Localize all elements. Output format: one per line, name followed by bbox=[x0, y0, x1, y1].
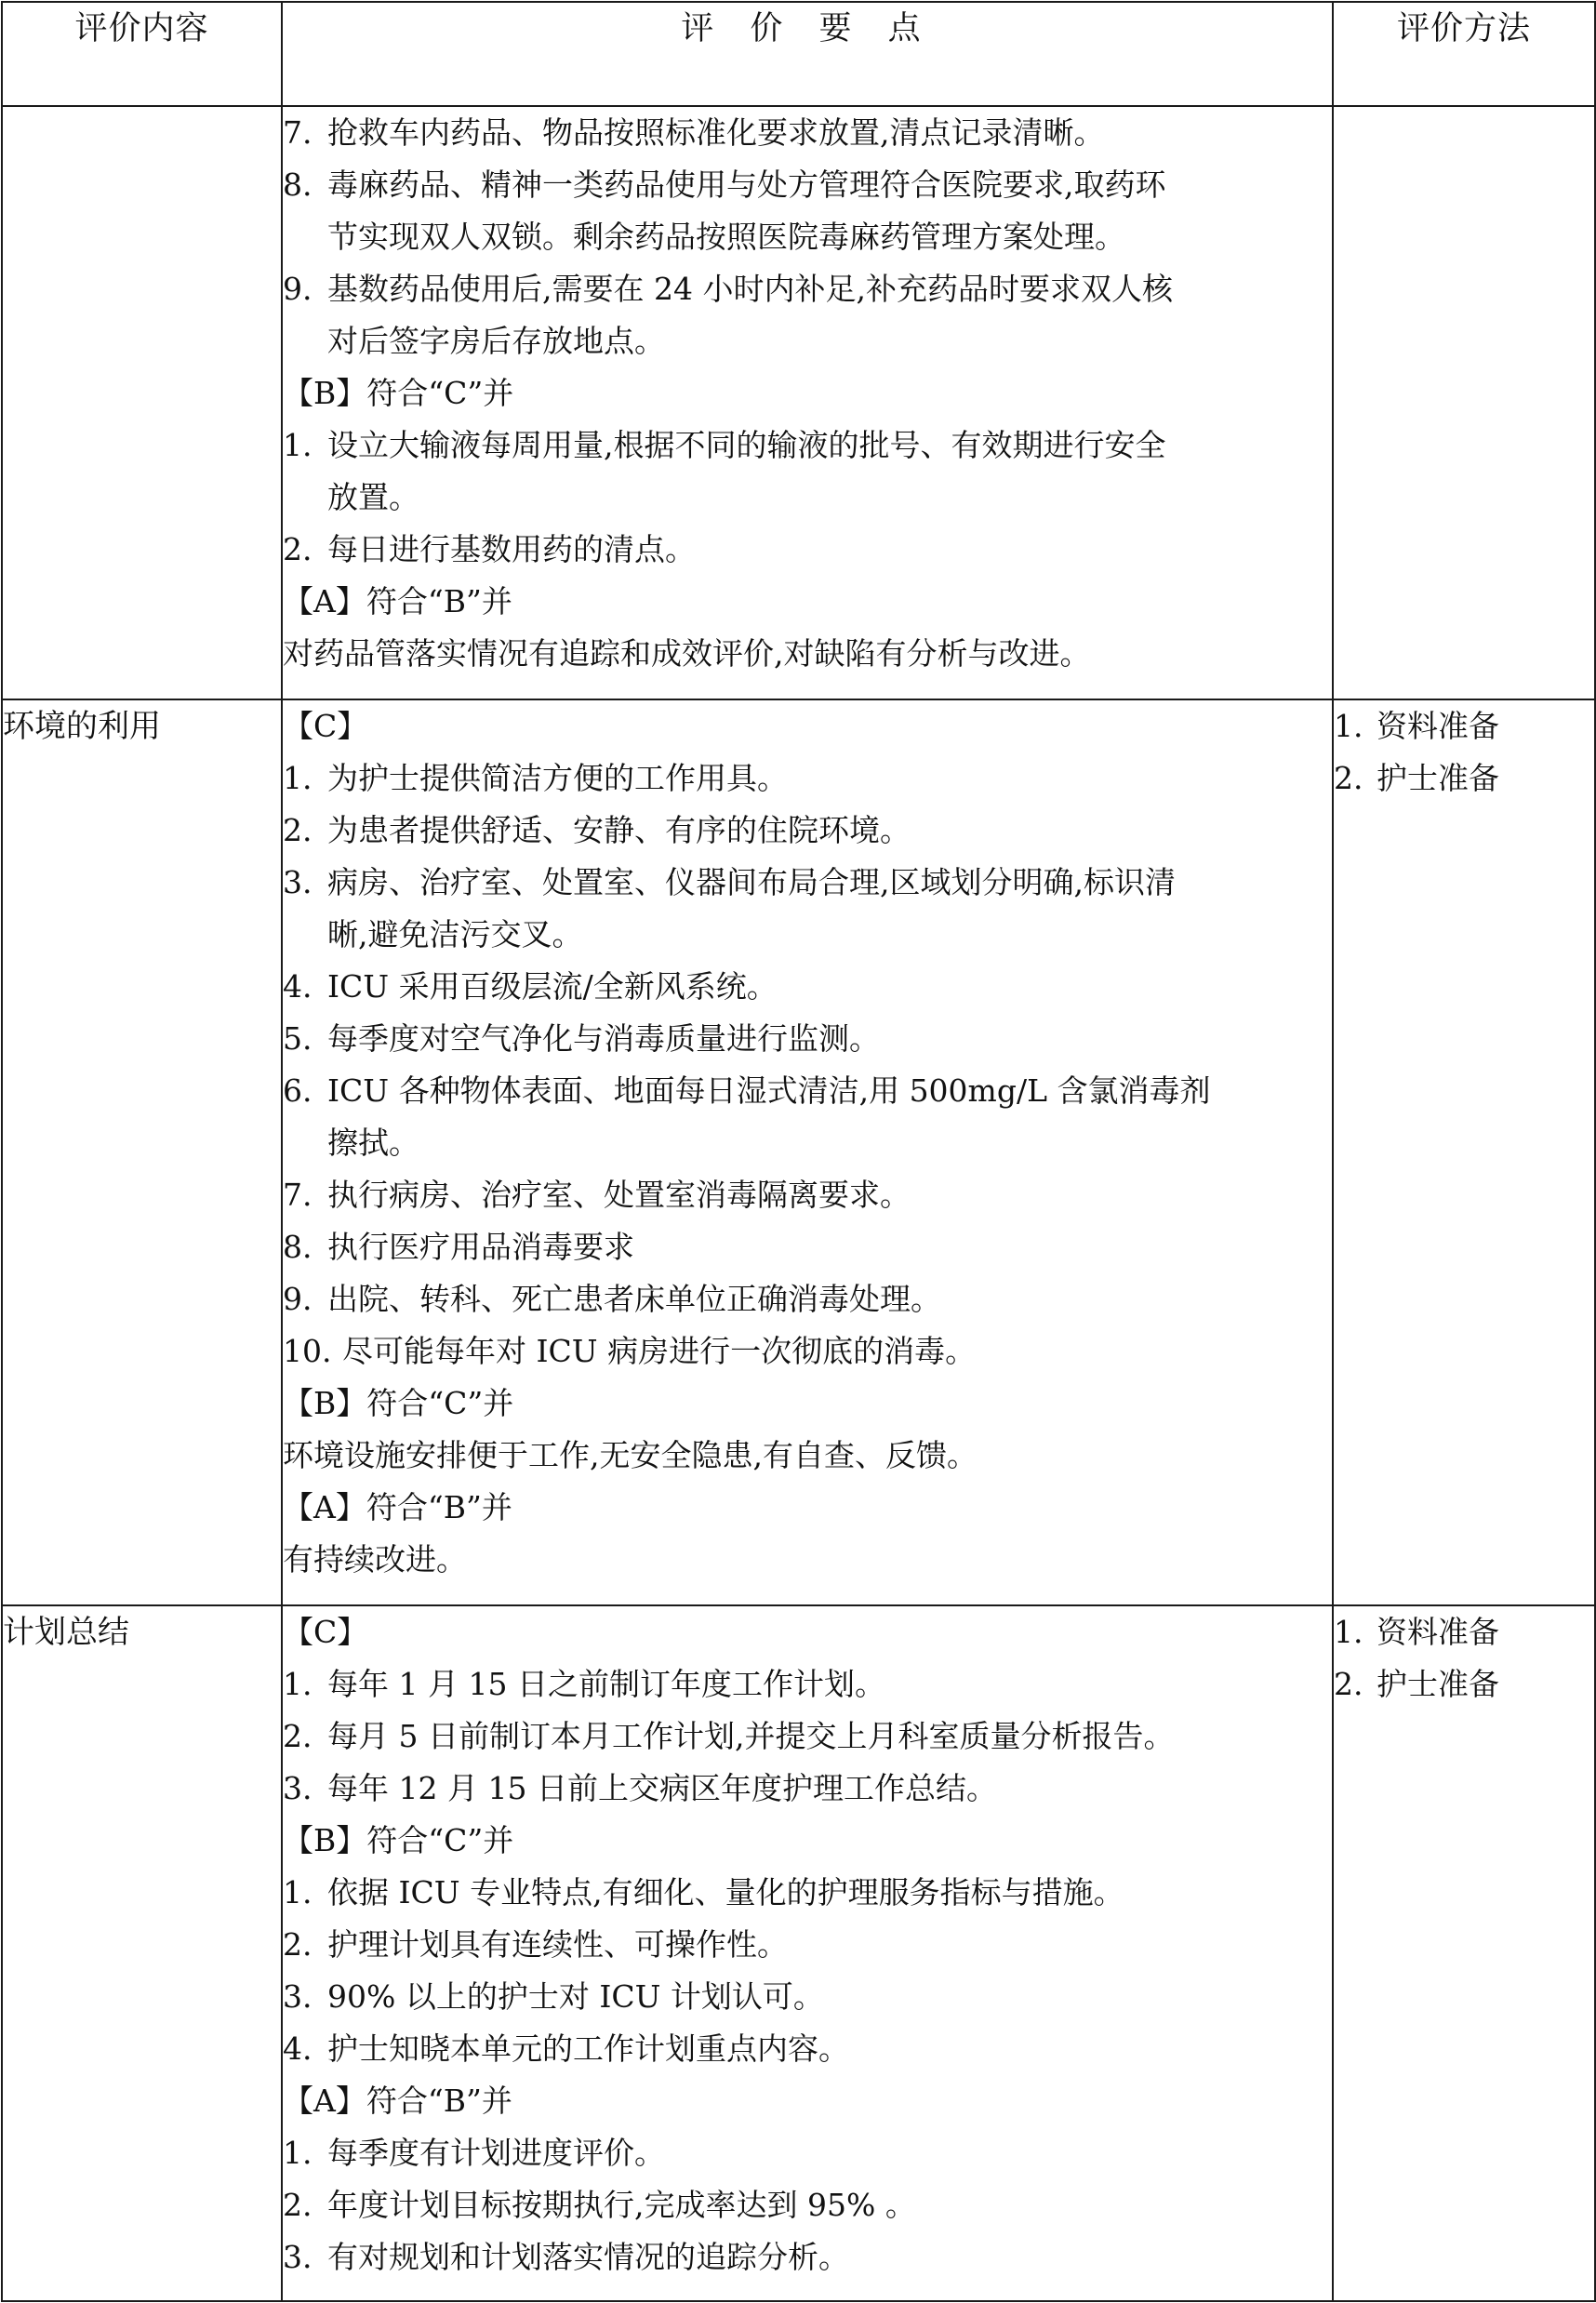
point-number: 1. bbox=[283, 1666, 313, 1702]
header-evaluation-method: 评价方法 bbox=[1333, 2, 1595, 106]
point-number: 7. bbox=[283, 114, 313, 151]
table-row bbox=[2, 106, 1595, 699]
table-row bbox=[2, 1605, 1595, 2301]
grade-line bbox=[283, 1430, 1332, 1482]
method-item bbox=[1334, 1658, 1594, 1711]
grade-line bbox=[283, 1815, 1332, 1867]
point-line bbox=[283, 1658, 1332, 1711]
point-line bbox=[283, 107, 1332, 159]
point-number: 5. bbox=[283, 1020, 313, 1057]
point-number: 2. bbox=[283, 2187, 313, 2223]
point-text: 出院、转科、死亡患者床单位正确消毒处理。 bbox=[327, 1281, 941, 1317]
point-number: 6. bbox=[283, 1072, 313, 1109]
point-text: 设立大输液每周用量,根据不同的输液的批号、有效期进行安全 bbox=[327, 427, 1166, 463]
point-line bbox=[283, 1971, 1332, 2023]
point-text: 抢救车内药品、物品按照标准化要求放置,清点记录清晰。 bbox=[327, 114, 1105, 151]
table-header-row bbox=[2, 2, 1595, 106]
method-number: 2. bbox=[1334, 760, 1363, 796]
row-methods bbox=[1333, 699, 1595, 1605]
point-text: 病房、治疗室、处置室、仪器间布局合理,区域划分明确,标识清 bbox=[327, 864, 1176, 900]
point-line bbox=[283, 961, 1332, 1013]
point-number: 3. bbox=[283, 1770, 313, 1806]
point-number: 8. bbox=[283, 1229, 313, 1265]
row-methods bbox=[1333, 1605, 1595, 2301]
point-number: 4. bbox=[283, 2030, 313, 2067]
method-number: 1. bbox=[1334, 708, 1363, 744]
table-body bbox=[2, 106, 1595, 2301]
point-line bbox=[283, 1169, 1332, 1221]
point-text: 每年 1 月 15 日之前制订年度工作计划。 bbox=[327, 1666, 885, 1702]
point-line bbox=[283, 472, 1332, 524]
point-text: 基数药品使用后,需要在 24 小时内补足,补充药品时要求双人核 bbox=[327, 271, 1173, 307]
point-line bbox=[283, 2231, 1332, 2283]
point-text: 【A】符合“B”并 bbox=[283, 1489, 512, 1525]
row-points bbox=[282, 1605, 1333, 2301]
point-number: 1. bbox=[283, 2135, 313, 2171]
method-item bbox=[1334, 700, 1594, 752]
point-text: 年度计划目标按期执行,完成率达到 95% 。 bbox=[327, 2187, 916, 2223]
point-text: 每季度对空气净化与消毒质量进行监测。 bbox=[327, 1020, 880, 1057]
point-number: 2. bbox=[283, 1718, 313, 1754]
point-text: 执行病房、治疗室、处置室消毒隔离要求。 bbox=[327, 1177, 911, 1213]
point-text: 擦拭。 bbox=[327, 1125, 419, 1161]
point-line bbox=[283, 524, 1332, 576]
header-evaluation-content: 评价内容 bbox=[2, 2, 282, 106]
point-line bbox=[283, 857, 1332, 909]
point-text: 有对规划和计划落实情况的追踪分析。 bbox=[327, 2239, 849, 2275]
point-line bbox=[283, 1711, 1332, 1763]
point-number: 3. bbox=[283, 1978, 313, 2015]
point-number: 2. bbox=[283, 531, 313, 567]
point-line bbox=[283, 419, 1332, 472]
point-line bbox=[283, 1273, 1332, 1325]
row-label: 环境的利用 bbox=[2, 699, 282, 1605]
method-text: 护士准备 bbox=[1377, 760, 1499, 796]
header-evaluation-points: 评 价 要 点 bbox=[282, 2, 1333, 106]
point-text: 【B】符合“C”并 bbox=[283, 375, 514, 411]
row-points bbox=[282, 699, 1333, 1605]
point-text: 对后签字房后存放地点。 bbox=[327, 323, 665, 359]
point-line bbox=[283, 2127, 1332, 2179]
point-number: 4. bbox=[283, 968, 313, 1005]
grade-line bbox=[283, 700, 1332, 752]
point-number: 7. bbox=[283, 1177, 313, 1213]
point-line bbox=[283, 2023, 1332, 2075]
point-text: 护士知晓本单元的工作计划重点内容。 bbox=[327, 2030, 849, 2067]
grade-line bbox=[283, 1482, 1332, 1534]
point-text: 90% 以上的护士对 ICU 计划认可。 bbox=[327, 1978, 824, 2015]
method-number: 2. bbox=[1334, 1666, 1363, 1702]
point-text: 有持续改进。 bbox=[283, 1541, 467, 1577]
point-line bbox=[283, 1325, 1332, 1378]
point-line bbox=[283, 1065, 1332, 1117]
grade-line bbox=[283, 367, 1332, 419]
point-text: 【C】 bbox=[283, 708, 368, 744]
point-number: 1. bbox=[283, 1874, 313, 1910]
point-line bbox=[283, 315, 1332, 367]
point-line bbox=[283, 805, 1332, 857]
point-text: 【A】符合“B”并 bbox=[283, 2083, 512, 2119]
row-label bbox=[2, 106, 282, 699]
point-line bbox=[283, 159, 1332, 211]
point-text: 执行医疗用品消毒要求 bbox=[327, 1229, 634, 1265]
method-text: 护士准备 bbox=[1377, 1666, 1499, 1702]
point-text: 毒麻药品、精神一类药品使用与处方管理符合医院要求,取药环 bbox=[327, 166, 1166, 203]
method-number: 1. bbox=[1334, 1614, 1363, 1650]
method-item bbox=[1334, 1606, 1594, 1658]
evaluation-table bbox=[1, 1, 1596, 2302]
method-item bbox=[1334, 752, 1594, 805]
point-number: 10. bbox=[283, 1333, 332, 1369]
point-line bbox=[283, 1117, 1332, 1169]
point-text: 依据 ICU 专业特点,有细化、量化的护理服务指标与措施。 bbox=[327, 1874, 1124, 1910]
grade-line bbox=[283, 1534, 1332, 1586]
method-text: 资料准备 bbox=[1377, 1614, 1499, 1650]
point-text: 为护士提供简洁方便的工作用具。 bbox=[327, 760, 788, 796]
point-line bbox=[283, 2179, 1332, 2231]
grade-line bbox=[283, 576, 1332, 628]
point-text: 放置。 bbox=[327, 479, 419, 515]
grade-line bbox=[283, 2075, 1332, 2127]
point-line bbox=[283, 1221, 1332, 1273]
point-text: 为患者提供舒适、安静、有序的住院环境。 bbox=[327, 812, 911, 848]
point-text: 【B】符合“C”并 bbox=[283, 1822, 514, 1858]
row-points bbox=[282, 106, 1333, 699]
grade-line bbox=[283, 628, 1332, 680]
row-label: 计划总结 bbox=[2, 1605, 282, 2301]
point-number: 1. bbox=[283, 760, 313, 796]
point-number: 9. bbox=[283, 1281, 313, 1317]
point-line bbox=[283, 909, 1332, 961]
point-text: 环境设施安排便于工作,无安全隐患,有自查、反馈。 bbox=[283, 1437, 978, 1473]
point-text: 每月 5 日前制订本月工作计划,并提交上月科室质量分析报告。 bbox=[327, 1718, 1175, 1754]
point-text: 【B】符合“C”并 bbox=[283, 1385, 514, 1421]
point-text: ICU 采用百级层流/全新风系统。 bbox=[327, 968, 778, 1005]
point-text: 节实现双人双锁。剩余药品按照医院毒麻药管理方案处理。 bbox=[327, 219, 1125, 255]
point-text: 每季度有计划进度评价。 bbox=[327, 2135, 665, 2171]
point-number: 1. bbox=[283, 427, 313, 463]
point-number: 2. bbox=[283, 1926, 313, 1963]
point-number: 3. bbox=[283, 864, 313, 900]
point-line bbox=[283, 752, 1332, 805]
point-text: 每年 12 月 15 日前上交病区年度护理工作总结。 bbox=[327, 1770, 997, 1806]
point-line bbox=[283, 1919, 1332, 1971]
table-row bbox=[2, 699, 1595, 1605]
point-text: 对药品管落实情况有追踪和成效评价,对缺陷有分析与改进。 bbox=[283, 635, 1091, 672]
point-text: 每日进行基数用药的清点。 bbox=[327, 531, 696, 567]
point-number: 8. bbox=[283, 166, 313, 203]
grade-line bbox=[283, 1606, 1332, 1658]
point-text: 【C】 bbox=[283, 1614, 368, 1650]
method-text: 资料准备 bbox=[1377, 708, 1499, 744]
point-line bbox=[283, 1763, 1332, 1815]
point-text: ICU 各种物体表面、地面每日湿式清洁,用 500mg/L 含氯消毒剂 bbox=[327, 1072, 1211, 1109]
point-text: 【A】符合“B”并 bbox=[283, 583, 512, 619]
grade-line bbox=[283, 1378, 1332, 1430]
point-number: 9. bbox=[283, 271, 313, 307]
point-text: 护理计划具有连续性、可操作性。 bbox=[327, 1926, 788, 1963]
point-line bbox=[283, 1867, 1332, 1919]
point-line bbox=[283, 211, 1332, 263]
point-text: 尽可能每年对 ICU 病房进行一次彻底的消毒。 bbox=[342, 1333, 977, 1369]
point-line bbox=[283, 263, 1332, 315]
point-text: 晰,避免洁污交叉。 bbox=[327, 916, 583, 952]
point-number: 3. bbox=[283, 2239, 313, 2275]
point-number: 2. bbox=[283, 812, 313, 848]
row-methods bbox=[1333, 106, 1595, 699]
point-line bbox=[283, 1013, 1332, 1065]
